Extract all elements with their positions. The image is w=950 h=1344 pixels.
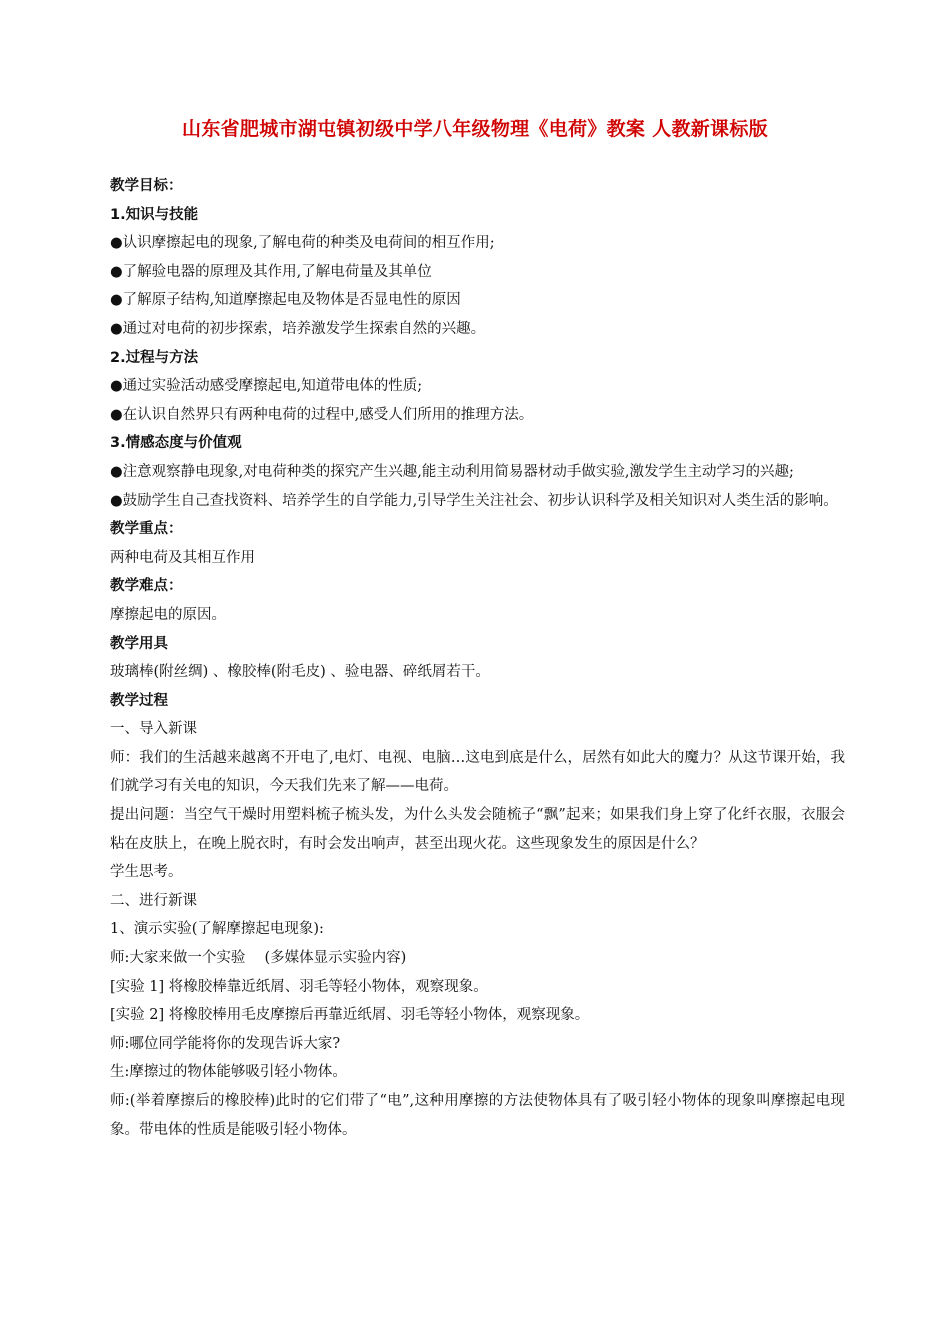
- text-line: 师:哪位同学能将你的发现告诉大家?: [110, 1035, 341, 1052]
- text-line: 提出问题：当空气干燥时用塑料梳子梳头发，为什么头发会随梳子“飘”起来；如果我们身上穿了化纤衣服，衣服会粘在皮肤上，在晚上脱衣时，有时会发出响声，甚至出现火花。这些现象发生的原因是什么？: [110, 807, 845, 852]
- section-heading: 教学目标：: [110, 178, 183, 194]
- section-heading: 3.情感态度与价值观: [110, 435, 242, 452]
- text-line: ●鼓励学生自己查找资料、培养学生的自学能力,引导学生关注社会、初步认识科学及相关知识对人类生活的影响。: [110, 492, 838, 509]
- section-heading: 教学用具: [110, 635, 168, 652]
- text-line: 1、演示实验(了解摩擦起电现象):: [110, 921, 324, 938]
- text-line: 师:(举着摩擦后的橡胶棒)此时的它们带了“电”,这种用摩擦的方法使物体具有了吸引轻小物体的现象叫摩擦起电现象。带电体的性质是能吸引轻小物体。: [110, 1093, 845, 1138]
- text-line: 二、进行新课: [110, 892, 197, 909]
- text-line: 摩擦起电的原因。: [110, 606, 226, 623]
- text-line: ●注意观察静电现象,对电荷种类的探究产生兴趣,能主动利用简易器材动手做实验,激发学生主动学习的兴趣;: [110, 463, 794, 480]
- section-heading: 教学难点：: [110, 578, 183, 595]
- text-line: ●了解原子结构,知道摩擦起电及物体是否显电性的原因: [110, 292, 461, 309]
- text-line: 师:大家来做一个实验 (多媒体显示实验内容): [110, 950, 407, 967]
- section-heading: 1.知识与技能: [110, 206, 199, 223]
- text-line: ●了解验电器的原理及其作用,了解电荷量及其单位: [110, 263, 432, 280]
- text-line: 学生思考。: [110, 864, 183, 881]
- text-line: ●通过对电荷的初步探索，培养激发学生探索自然的兴趣。: [110, 320, 486, 337]
- section-heading: 教学过程: [110, 692, 168, 709]
- section-heading: 2.过程与方法: [110, 349, 199, 366]
- text-line: 生:摩擦过的物体能够吸引轻小物体。: [110, 1064, 347, 1081]
- text-line: 一、导入新课: [110, 721, 197, 738]
- text-line: 两种电荷及其相互作用: [110, 549, 255, 566]
- text-line: 玻璃棒(附丝绸) 、橡胶棒(附毛皮) 、验电器、碎纸屑若干。: [110, 664, 490, 681]
- text-line: [实验 1] 将橡胶棒靠近纸屑、羽毛等轻小物体，观察现象。: [110, 978, 488, 995]
- document-title: 山东省肥城市湖屯镇初级中学八年级物理《电荷》教案 人教新课标版: [182, 118, 768, 140]
- text-line: [实验 2] 将橡胶棒用毛皮摩擦后再靠近纸屑、羽毛等轻小物体，观察现象。: [110, 1007, 590, 1024]
- section-heading: 教学重点：: [110, 521, 183, 538]
- text-line: ●认识摩擦起电的现象,了解电荷的种类及电荷间的相互作用;: [110, 235, 495, 252]
- text-line: ●在认识自然界只有两种电荷的过程中,感受人们所用的推理方法。: [110, 406, 534, 423]
- document-body: [110, 172, 845, 1144]
- text-line: ●通过实验活动感受摩擦起电,知道带电体的性质;: [110, 378, 423, 395]
- text-line: 师：我们的生活越来越离不开电了,电灯、电视、电脑…这电到底是什么，居然有如此大的魔力？从这节课开始，我们就学习有关电的知识，今天我们先来了解——电荷。: [110, 749, 845, 795]
